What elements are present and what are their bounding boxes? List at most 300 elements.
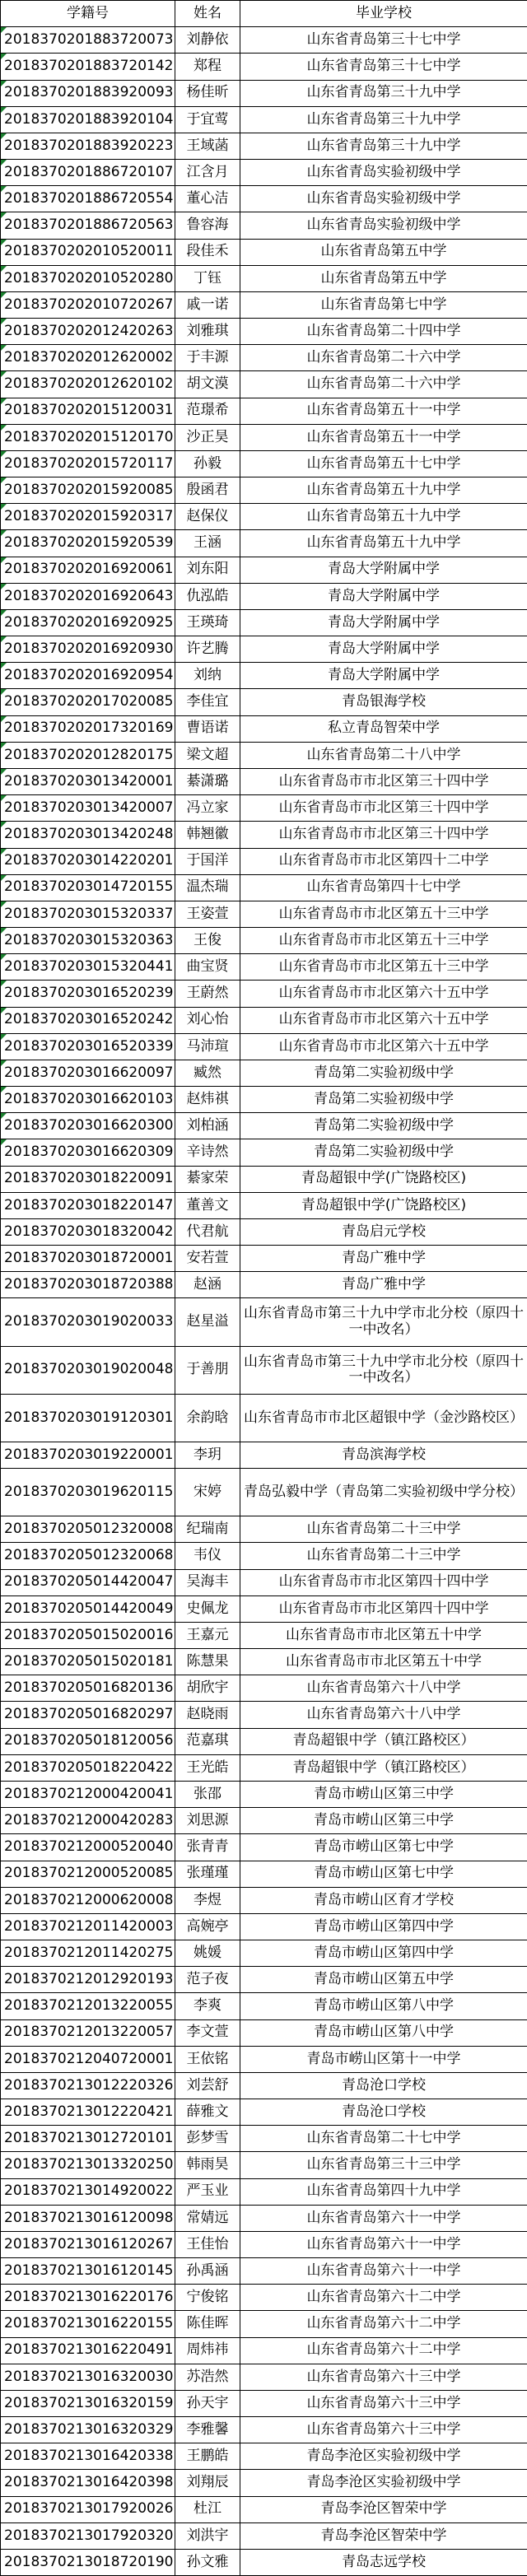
student-name-cell: 孙禹涵: [175, 2258, 240, 2285]
student-id-cell: 2018370203018220147: [1, 1192, 175, 1218]
student-id-cell: 2018370203015320441: [1, 954, 175, 981]
student-name-cell: 史佩龙: [175, 1595, 240, 1622]
student-id-cell: 2018370213016420398: [1, 2470, 175, 2496]
green-triangle-indicator-icon: [1, 477, 7, 483]
green-triangle-indicator-icon: [1, 584, 7, 589]
student-name-cell: 赵晓雨: [175, 1702, 240, 1728]
student-id-cell: 2018370213012720101: [1, 2126, 175, 2152]
student-name-cell: 李煜: [175, 1887, 240, 1913]
student-id-cell: 2018370203019020048: [1, 1346, 175, 1394]
table-row: [1, 212, 527, 239]
table-row: [1, 1298, 527, 1346]
header-name: 姓名: [175, 1, 240, 27]
table-row: [1, 133, 527, 159]
school-cell: 山东省青岛市市北区第六十五中学: [240, 1007, 527, 1033]
school-cell: 私立青岛智荣中学: [240, 715, 527, 742]
table-row: [1, 2019, 527, 2046]
table-row: [1, 2337, 527, 2364]
student-name-cell: 刘东阳: [175, 557, 240, 583]
green-triangle-indicator-icon: [1, 822, 7, 827]
school-cell: 青岛广雅中学: [240, 1272, 527, 1298]
student-name-cell: 宋婷: [175, 1469, 240, 1516]
table-row: [1, 1808, 527, 1834]
student-name-cell: 马沛瑄: [175, 1033, 240, 1060]
table-row: [1, 54, 527, 80]
table-row: [1, 1033, 527, 1060]
table-row: [1, 768, 527, 794]
student-id-cell: 2018370203018720001: [1, 1246, 175, 1272]
table-row: [1, 636, 527, 663]
green-triangle-indicator-icon: [1, 1139, 7, 1145]
student-id-cell: 2018370205016820297: [1, 1702, 175, 1728]
green-triangle-indicator-icon: [1, 716, 7, 722]
student-name-cell: 李爽: [175, 1993, 240, 2019]
student-name-cell: 段佳禾: [175, 239, 240, 265]
school-cell: 山东省青岛第二十八中学: [240, 742, 527, 768]
student-id-cell: 2018370202016920930: [1, 636, 175, 663]
school-cell: 山东省青岛第五十九中学: [240, 530, 527, 557]
school-cell: 山东省青岛第六十八中学: [240, 1675, 527, 1702]
green-triangle-indicator-icon: [1, 81, 7, 86]
green-triangle-indicator-icon: [1, 451, 7, 457]
student-name-cell: 刘思源: [175, 1808, 240, 1834]
school-cell: 山东省青岛第六十一中学: [240, 2231, 527, 2257]
school-cell: 山东省青岛第六十二中学: [240, 2285, 527, 2311]
student-name-cell: 余韵晗: [175, 1394, 240, 1442]
green-triangle-indicator-icon: [1, 425, 7, 431]
student-name-cell: 胡欣宇: [175, 1675, 240, 1702]
green-triangle-indicator-icon: [1, 1034, 7, 1040]
school-cell: 山东省青岛市市北区第四十二中学: [240, 848, 527, 874]
student-id-cell: 2018370213014920022: [1, 2178, 175, 2205]
school-cell: 山东省青岛市市北区第五十中学: [240, 1649, 527, 1675]
student-name-cell: 王瑛琦: [175, 609, 240, 636]
student-id-cell: 2018370213012220421: [1, 2099, 175, 2126]
table-row: [1, 319, 527, 345]
student-name-cell: 许艺腾: [175, 636, 240, 663]
table-row: [1, 981, 527, 1007]
table-row: [1, 742, 527, 768]
table-row: [1, 1569, 527, 1595]
student-name-cell: 代君航: [175, 1218, 240, 1245]
student-id-cell: 2018370202016920954: [1, 663, 175, 689]
table-row: [1, 583, 527, 609]
school-cell: 青岛第二实验初级中学: [240, 1087, 527, 1113]
student-name-cell: 高婉亭: [175, 1913, 240, 1940]
school-cell: 青岛银海学校: [240, 689, 527, 715]
student-id-cell: 2018370213016120098: [1, 2205, 175, 2231]
table-row: [1, 715, 527, 742]
student-name-cell: 江含月: [175, 160, 240, 186]
table-row: [1, 504, 527, 530]
student-id-cell: 2018370213018720190: [1, 2549, 175, 2575]
student-id-cell: 2018370213016120267: [1, 2231, 175, 2257]
table-row: [1, 1192, 527, 1218]
school-cell: 山东省青岛第六十三中学: [240, 2390, 527, 2416]
student-id-cell: 2018370203019120301: [1, 1394, 175, 1442]
table-row: [1, 186, 527, 212]
green-triangle-indicator-icon: [1, 901, 7, 907]
student-id-cell: 2018370203013420248: [1, 822, 175, 848]
student-id-cell: 2018370203016520339: [1, 1033, 175, 1060]
table-row: [1, 398, 527, 424]
table-row: [1, 2285, 527, 2311]
student-id-cell: 2018370212011420003: [1, 1913, 175, 1940]
student-name-cell: 刘芸舒: [175, 2072, 240, 2099]
student-id-cell: 2018370213016120145: [1, 2258, 175, 2285]
student-name-cell: 于善朋: [175, 1346, 240, 1394]
table-row: [1, 848, 527, 874]
student-name-cell: 刘静依: [175, 27, 240, 54]
student-name-cell: 苏浩然: [175, 2364, 240, 2390]
table-row: [1, 1595, 527, 1622]
table-row: [1, 1834, 527, 1861]
school-cell: 青岛市崂山区第五中学: [240, 1967, 527, 1993]
table-row: [1, 2390, 527, 2416]
green-triangle-indicator-icon: [1, 875, 7, 881]
student-id-cell: 2018370212013220057: [1, 2019, 175, 2046]
school-cell: 青岛第二实验初级中学: [240, 1139, 527, 1166]
green-triangle-indicator-icon: [1, 557, 7, 563]
student-id-cell: 2018370203016620309: [1, 1139, 175, 1166]
table-row: [1, 822, 527, 848]
student-name-cell: 彭梦雪: [175, 2126, 240, 2152]
table-row: [1, 2046, 527, 2072]
school-cell: 山东省青岛市市北区第四十四中学: [240, 1569, 527, 1595]
student-id-cell: 2018370202015120170: [1, 424, 175, 450]
school-cell: 山东省青岛第七中学: [240, 291, 527, 318]
school-cell: 青岛广雅中学: [240, 1246, 527, 1272]
student-id-cell: 2018370201883720073: [1, 27, 175, 54]
table-row: [1, 874, 527, 901]
table-row: [1, 1516, 527, 1543]
student-name-cell: 孙天宇: [175, 2390, 240, 2416]
school-cell: 青岛大学附属中学: [240, 609, 527, 636]
school-cell: 青岛大学附属中学: [240, 663, 527, 689]
student-id-cell: 2018370203016620097: [1, 1060, 175, 1086]
school-cell: 山东省青岛市市北区第五十中学: [240, 1622, 527, 1648]
school-cell: 山东省青岛实验初级中学: [240, 160, 527, 186]
student-id-cell: 2018370203019220001: [1, 1442, 175, 1468]
school-cell: 山东省青岛第三十七中学: [240, 27, 527, 54]
school-cell: 山东省青岛市市北区第三十四中学: [240, 795, 527, 822]
student-name-cell: 綦家荣: [175, 1166, 240, 1192]
table-row: [1, 1246, 527, 1272]
student-id-cell: 2018370201886720107: [1, 160, 175, 186]
student-id-cell: 2018370212040720001: [1, 2046, 175, 2072]
student-id-cell: 2018370202012620102: [1, 371, 175, 398]
table-row: [1, 1887, 527, 1913]
school-cell: 青岛市崂山区第三中学: [240, 1782, 527, 1808]
table-row: [1, 291, 527, 318]
student-name-cell: 冯立家: [175, 795, 240, 822]
green-triangle-indicator-icon: [1, 1087, 7, 1092]
school-cell: 山东省青岛市市北区第四十四中学: [240, 1595, 527, 1622]
school-cell: 青岛第二实验初级中学: [240, 1113, 527, 1139]
school-cell: 山东省青岛市市北区第六十五中学: [240, 1033, 527, 1060]
student-name-cell: 胡文漠: [175, 371, 240, 398]
green-triangle-indicator-icon: [1, 769, 7, 775]
green-triangle-indicator-icon: [1, 212, 7, 218]
school-cell: 山东省青岛第三十九中学: [240, 106, 527, 133]
school-cell: 山东省青岛第五十九中学: [240, 504, 527, 530]
school-cell: 山东省青岛市市北区第三十四中学: [240, 822, 527, 848]
school-cell: 山东省青岛第六十二中学: [240, 2337, 527, 2364]
student-name-cell: 韩翘徽: [175, 822, 240, 848]
student-name-cell: 韩雨昊: [175, 2152, 240, 2178]
student-name-cell: 韦仪: [175, 1543, 240, 1569]
student-name-cell: 陈佳晖: [175, 2311, 240, 2337]
student-name-cell: 范子夜: [175, 1967, 240, 1993]
student-name-cell: 沙正昊: [175, 424, 240, 450]
table-row: [1, 689, 527, 715]
student-name-cell: 王蔚然: [175, 981, 240, 1007]
student-id-cell: 2018370203016620300: [1, 1113, 175, 1139]
student-id-cell: 2018370213016220155: [1, 2311, 175, 2337]
green-triangle-indicator-icon: [1, 1060, 7, 1066]
student-id-cell: 2018370212000520040: [1, 1834, 175, 1861]
table-row: [1, 901, 527, 927]
student-name-cell: 吴海丰: [175, 1569, 240, 1595]
student-name-cell: 王姿萱: [175, 901, 240, 927]
student-id-cell: 2018370205018120056: [1, 1728, 175, 1754]
table-row: [1, 1087, 527, 1113]
student-id-cell: 2018370202012420263: [1, 319, 175, 345]
table-row: [1, 2099, 527, 2126]
student-name-cell: 宁俊铭: [175, 2285, 240, 2311]
green-triangle-indicator-icon: [1, 133, 7, 139]
student-id-cell: 2018370212011420275: [1, 1940, 175, 1967]
green-triangle-indicator-icon: [1, 266, 7, 272]
school-cell: 山东省青岛实验初级中学: [240, 212, 527, 239]
green-triangle-indicator-icon: [1, 319, 7, 324]
school-cell: 青岛启元学校: [240, 1218, 527, 1245]
student-name-cell: 王光皓: [175, 1754, 240, 1781]
student-name-cell: 于丰源: [175, 345, 240, 371]
student-id-cell: 2018370202010520011: [1, 239, 175, 265]
student-name-cell: 王域菡: [175, 133, 240, 159]
school-cell: 山东省青岛第三十九中学: [240, 80, 527, 106]
student-id-cell: 2018370212013220055: [1, 1993, 175, 2019]
green-triangle-indicator-icon: [1, 1113, 7, 1119]
student-table-body: [1, 1, 527, 2576]
student-name-cell: 孙文雅: [175, 2549, 240, 2575]
school-cell: 山东省青岛第六十一中学: [240, 2258, 527, 2285]
table-row: [1, 609, 527, 636]
school-cell: 青岛市崂山区第七中学: [240, 1834, 527, 1861]
green-triangle-indicator-icon: [1, 160, 7, 165]
table-row: [1, 1007, 527, 1033]
student-id-cell: 2018370205015020016: [1, 1622, 175, 1648]
school-cell: 山东省青岛第二十六中学: [240, 371, 527, 398]
table-row: [1, 530, 527, 557]
student-name-cell: 刘纳: [175, 663, 240, 689]
student-name-cell: 刘洪宇: [175, 2522, 240, 2549]
student-id-cell: 2018370203016620103: [1, 1087, 175, 1113]
student-name-cell: 李佳宜: [175, 689, 240, 715]
student-name-cell: 张青青: [175, 1834, 240, 1861]
green-triangle-indicator-icon: [1, 186, 7, 192]
table-row: [1, 424, 527, 450]
table-row: [1, 265, 527, 291]
school-cell: 青岛市崂山区第十一中学: [240, 2046, 527, 2072]
table-row: [1, 1702, 527, 1728]
student-id-cell: 2018370205012320008: [1, 1516, 175, 1543]
student-id-cell: 2018370202017020085: [1, 689, 175, 715]
table-row: [1, 1782, 527, 1808]
student-id-cell: 2018370203015320337: [1, 901, 175, 927]
table-row: [1, 1394, 527, 1442]
school-cell: 山东省青岛第二十六中学: [240, 345, 527, 371]
student-id-cell: 2018370213017920026: [1, 2496, 175, 2522]
table-row: [1, 2258, 527, 2285]
student-name-cell: 孙毅: [175, 450, 240, 477]
school-cell: 青岛李沧区实验初级中学: [240, 2470, 527, 2496]
green-triangle-indicator-icon: [1, 240, 7, 245]
table-row: [1, 2072, 527, 2099]
school-cell: 青岛市崂山区第四中学: [240, 1940, 527, 1967]
school-cell: 青岛市崂山区第三中学: [240, 1808, 527, 1834]
student-id-cell: 2018370212000420283: [1, 1808, 175, 1834]
student-id-cell: 2018370202016920643: [1, 583, 175, 609]
school-cell: 山东省青岛第三十七中学: [240, 54, 527, 80]
table-row: [1, 928, 527, 954]
student-name-cell: 赵炜祺: [175, 1087, 240, 1113]
student-id-cell: 2018370213016420338: [1, 2443, 175, 2470]
student-name-cell: 曹语诺: [175, 715, 240, 742]
student-id-cell: 2018370203018220091: [1, 1166, 175, 1192]
student-id-cell: 2018370203016520239: [1, 981, 175, 1007]
student-id-cell: 2018370202015720117: [1, 450, 175, 477]
green-triangle-indicator-icon: [1, 1008, 7, 1013]
school-cell: 青岛超银中学(广饶路校区): [240, 1192, 527, 1218]
green-triangle-indicator-icon: [1, 371, 7, 377]
school-cell: 山东省青岛第六十二中学: [240, 2311, 527, 2337]
student-id-cell: 2018370201886720554: [1, 186, 175, 212]
student-id-cell: 2018370202017320169: [1, 715, 175, 742]
table-row: [1, 371, 527, 398]
student-id-cell: 2018370202016920925: [1, 609, 175, 636]
school-cell: 青岛大学附属中学: [240, 636, 527, 663]
student-id-cell: 2018370205016820136: [1, 1675, 175, 1702]
green-triangle-indicator-icon: [1, 610, 7, 616]
student-name-cell: 刘雅琪: [175, 319, 240, 345]
table-row: [1, 954, 527, 981]
green-triangle-indicator-icon: [1, 928, 7, 934]
student-name-cell: 赵星溢: [175, 1298, 240, 1346]
student-name-cell: 杨佳昕: [175, 80, 240, 106]
student-name-cell: 董善文: [175, 1192, 240, 1218]
student-id-cell: 2018370203019020033: [1, 1298, 175, 1346]
table-row: [1, 663, 527, 689]
school-cell: 青岛第二实验初级中学: [240, 1060, 527, 1086]
table-row: [1, 1675, 527, 1702]
student-id-cell: 2018370213016320159: [1, 2390, 175, 2416]
student-name-cell: 刘翔辰: [175, 2470, 240, 2496]
student-id-cell: 2018370203013420007: [1, 795, 175, 822]
school-cell: 山东省青岛市市北区第三十四中学: [240, 768, 527, 794]
student-id-cell: 2018370201883720142: [1, 54, 175, 80]
school-cell: 山东省青岛第五十九中学: [240, 477, 527, 504]
student-name-cell: 王依铭: [175, 2046, 240, 2072]
student-name-cell: 于国洋: [175, 848, 240, 874]
student-name-cell: 严玉业: [175, 2178, 240, 2205]
student-name-cell: 王嘉元: [175, 1622, 240, 1648]
student-name-cell: 殷函君: [175, 477, 240, 504]
school-cell: 山东省青岛第六十一中学: [240, 2205, 527, 2231]
green-triangle-indicator-icon: [1, 27, 7, 33]
header-school: 毕业学校: [240, 1, 527, 27]
student-id-cell: 2018370213016320030: [1, 2364, 175, 2390]
student-name-cell: 王俊: [175, 928, 240, 954]
green-triangle-indicator-icon: [1, 107, 7, 113]
school-cell: 山东省青岛市第三十九中学市北分校（原四十一中改名）: [240, 1346, 527, 1394]
student-name-cell: 戚一诺: [175, 291, 240, 318]
student-name-cell: 辛诗然: [175, 1139, 240, 1166]
student-name-cell: 于宜莺: [175, 106, 240, 133]
student-id-cell: 2018370202015920085: [1, 477, 175, 504]
school-cell: 青岛弘毅中学（青岛第二实验初级中学分校）: [240, 1469, 527, 1516]
table-row: [1, 1728, 527, 1754]
student-id-cell: 2018370201883920104: [1, 106, 175, 133]
student-name-cell: 仇泓皓: [175, 583, 240, 609]
student-id-cell: 2018370202015920539: [1, 530, 175, 557]
student-name-cell: 姚媛: [175, 1940, 240, 1967]
student-name-cell: 曲宝贤: [175, 954, 240, 981]
table-row: [1, 2496, 527, 2522]
table-row: [1, 1272, 527, 1298]
school-cell: 青岛滨海学校: [240, 1442, 527, 1468]
student-name-cell: 臧然: [175, 1060, 240, 1086]
student-name-cell: 王鹏皓: [175, 2443, 240, 2470]
table-row: [1, 27, 527, 54]
student-id-cell: 2018370202015920317: [1, 504, 175, 530]
table-row: [1, 1861, 527, 1887]
student-id-cell: 2018370213016320329: [1, 2417, 175, 2443]
school-cell: 山东省青岛第六十三中学: [240, 2364, 527, 2390]
school-cell: 青岛李沧区实验初级中学: [240, 2443, 527, 2470]
table-row: [1, 2417, 527, 2443]
school-cell: 山东省青岛第五中学: [240, 265, 527, 291]
student-id-cell: 2018370203015320363: [1, 928, 175, 954]
school-cell: 青岛市崂山区第八中学: [240, 2019, 527, 2046]
table-row: [1, 477, 527, 504]
school-cell: 青岛沧口学校: [240, 2072, 527, 2099]
student-id-cell: 2018370202016920061: [1, 557, 175, 583]
school-cell: 青岛大学附属中学: [240, 583, 527, 609]
student-id-cell: 2018370212000620008: [1, 1887, 175, 1913]
student-id-cell: 2018370203019620115: [1, 1469, 175, 1516]
table-row: [1, 2126, 527, 2152]
table-row: [1, 1166, 527, 1192]
table-row: [1, 1993, 527, 2019]
student-name-cell: 周炜祎: [175, 2337, 240, 2364]
school-cell: 山东省青岛第五十一中学: [240, 424, 527, 450]
school-cell: 山东省青岛市市北区超银中学（金沙路校区）: [240, 1394, 527, 1442]
student-id-cell: 2018370212012920193: [1, 1967, 175, 1993]
school-cell: 山东省青岛第五十七中学: [240, 450, 527, 477]
school-cell: 青岛李沧区智荣中学: [240, 2522, 527, 2549]
table-row: [1, 2443, 527, 2470]
student-name-cell: 董心洁: [175, 186, 240, 212]
school-cell: 山东省青岛第三十九中学: [240, 133, 527, 159]
student-id-cell: 2018370212000420041: [1, 1782, 175, 1808]
student-id-cell: 2018370213017920320: [1, 2522, 175, 2549]
school-cell: 山东省青岛市市北区第五十三中学: [240, 928, 527, 954]
student-id-cell: 2018370202015120031: [1, 398, 175, 424]
school-cell: 山东省青岛第四十九中学: [240, 2178, 527, 2205]
student-id-cell: 2018370203018720388: [1, 1272, 175, 1298]
